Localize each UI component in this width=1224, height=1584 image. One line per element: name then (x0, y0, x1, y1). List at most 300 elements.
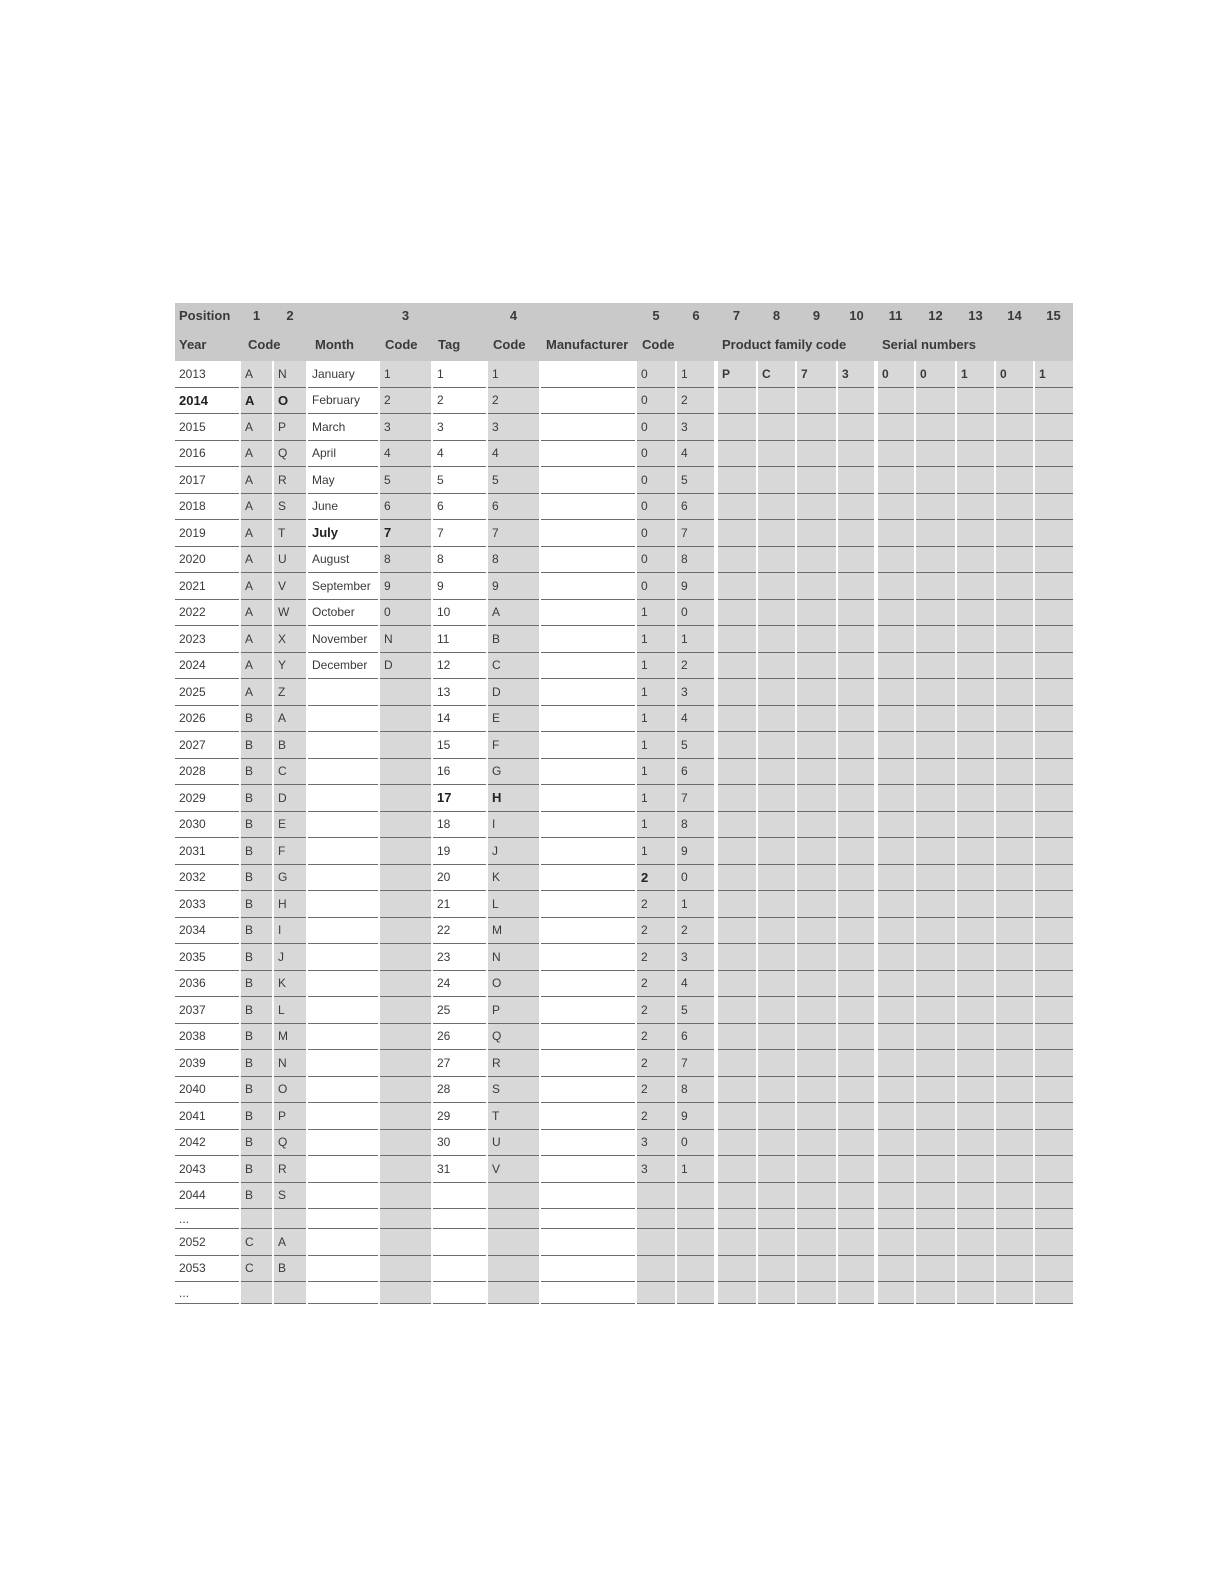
year-code-1-cell: A (240, 361, 273, 387)
serial-14-cell (995, 599, 1034, 626)
serial-11-cell (876, 1182, 915, 1209)
table-row (175, 440, 1073, 467)
serial-13-cell (956, 864, 995, 891)
year-code-1-cell: A (240, 493, 273, 520)
serial-14-cell (995, 864, 1034, 891)
serial-11-cell (876, 626, 915, 653)
month-cell (307, 1023, 379, 1050)
mfr-code-5-cell: 0 (636, 387, 676, 414)
mfr-code-6-cell: 2 (676, 917, 716, 944)
month-cell (307, 838, 379, 865)
product-family-8-cell (757, 1129, 796, 1156)
product-family-8-cell (757, 1282, 796, 1304)
year-cell: 2019 (175, 520, 240, 547)
product-family-9-cell (796, 1076, 837, 1103)
tag-code-cell: I (487, 811, 540, 838)
manufacturer-cell (540, 758, 636, 785)
tag-cell: 4 (432, 440, 487, 467)
year-cell: 2044 (175, 1182, 240, 1209)
mfr-code-5-cell: 3 (636, 1156, 676, 1183)
year-cell: 2030 (175, 811, 240, 838)
manufacturer-cell (540, 997, 636, 1024)
month-cell: January (307, 361, 379, 387)
product-family-7-cell (716, 917, 757, 944)
product-family-7-cell (716, 1023, 757, 1050)
product-family-10-cell (837, 758, 876, 785)
month-header: Month (307, 327, 379, 361)
product-family-9-cell: 7 (796, 361, 837, 387)
month-cell: May (307, 467, 379, 494)
mfr-code-5-cell: 1 (636, 626, 676, 653)
manufacturer-cell (540, 1209, 636, 1229)
mfr-code-5-cell (636, 1209, 676, 1229)
year-code-1-cell (240, 1209, 273, 1229)
year-code-1-cell: A (240, 414, 273, 441)
manufacturer-cell (540, 546, 636, 573)
serial-12-cell (915, 1255, 956, 1282)
year-cell: 2040 (175, 1076, 240, 1103)
product-family-7-cell (716, 626, 757, 653)
serial-15-cell (1034, 520, 1073, 547)
serial-11-cell (876, 679, 915, 706)
month-code-cell (379, 1023, 432, 1050)
tag-cell: 13 (432, 679, 487, 706)
table-row (175, 891, 1073, 918)
table-row (175, 997, 1073, 1024)
year-code-2-cell: A (273, 1229, 307, 1256)
serial-14-cell (995, 785, 1034, 812)
product-family-10-cell (837, 626, 876, 653)
serial-13-cell (956, 414, 995, 441)
mfr-code-6-cell: 3 (676, 414, 716, 441)
year-code-2-cell: F (273, 838, 307, 865)
serial-13-cell (956, 1209, 995, 1229)
position-7: 7 (716, 303, 757, 327)
product-family-9-cell (796, 1229, 837, 1256)
year-code-2-cell: Y (273, 652, 307, 679)
mfr-code-5-cell: 2 (636, 1103, 676, 1130)
tag-code-cell: U (487, 1129, 540, 1156)
product-family-10-cell (837, 679, 876, 706)
month-code-cell: 5 (379, 467, 432, 494)
month-cell (307, 1103, 379, 1130)
serial-12-cell (915, 1076, 956, 1103)
mfr-code-5-cell: 1 (636, 838, 676, 865)
mfr-code-6-cell: 7 (676, 785, 716, 812)
year-code-2-cell: I (273, 917, 307, 944)
serial-13-cell (956, 1050, 995, 1077)
product-family-7-cell (716, 891, 757, 918)
serial-13-cell (956, 652, 995, 679)
mfr-code-6-cell: 3 (676, 679, 716, 706)
tag-code-cell: H (487, 785, 540, 812)
serial-15-cell (1034, 1209, 1073, 1229)
month-cell: December (307, 652, 379, 679)
product-family-10-cell (837, 573, 876, 600)
tag-cell: 10 (432, 599, 487, 626)
mfr-code-6-cell: 6 (676, 758, 716, 785)
mfr-code-6-cell: 5 (676, 997, 716, 1024)
serial-15-cell (1034, 1023, 1073, 1050)
product-family-10-cell (837, 785, 876, 812)
year-cell: 2023 (175, 626, 240, 653)
mfr-code-5-cell: 0 (636, 361, 676, 387)
product-family-9-cell (796, 1282, 837, 1304)
product-family-10-cell (837, 1182, 876, 1209)
year-code-2-cell (273, 1282, 307, 1304)
table-row (175, 1156, 1073, 1183)
serial-12-cell (915, 1182, 956, 1209)
serial-14-cell (995, 652, 1034, 679)
serial-11-cell (876, 546, 915, 573)
mfr-code-5-cell: 2 (636, 1076, 676, 1103)
tag-code-cell: P (487, 997, 540, 1024)
tag-cell (432, 1229, 487, 1256)
month-cell (307, 1129, 379, 1156)
product-family-7-cell (716, 1229, 757, 1256)
product-family-7-cell (716, 440, 757, 467)
tag-cell (432, 1255, 487, 1282)
product-family-10-cell (837, 493, 876, 520)
product-family-7-cell (716, 1182, 757, 1209)
mfr-code-6-cell: 5 (676, 732, 716, 759)
table-row (175, 599, 1073, 626)
mfr-code-6-cell: 9 (676, 1103, 716, 1130)
mfr-code-6-cell: 4 (676, 440, 716, 467)
serial-13-cell (956, 944, 995, 971)
product-family-10-cell (837, 1255, 876, 1282)
product-family-8-cell (757, 679, 796, 706)
product-family-7-cell (716, 1282, 757, 1304)
mfr-code-6-cell (676, 1255, 716, 1282)
mfr-code-5-cell: 1 (636, 785, 676, 812)
year-cell: 2036 (175, 970, 240, 997)
year-code-1-cell: B (240, 917, 273, 944)
year-cell: 2042 (175, 1129, 240, 1156)
position-10: 10 (837, 303, 876, 327)
month-code-cell: 1 (379, 361, 432, 387)
tag-code-cell (487, 1255, 540, 1282)
serial-15-cell: 1 (1034, 361, 1073, 387)
product-family-9-cell (796, 546, 837, 573)
mfr-code-5-cell (636, 1255, 676, 1282)
product-family-8-cell (757, 440, 796, 467)
product-family-10-cell (837, 467, 876, 494)
product-family-9-cell (796, 1050, 837, 1077)
month-cell (307, 732, 379, 759)
serial-11-cell (876, 1129, 915, 1156)
year-code-2-cell: S (273, 1182, 307, 1209)
mfr-code-5-cell: 2 (636, 1050, 676, 1077)
mfr-code-6-cell (676, 1282, 716, 1304)
year-code-1-cell: A (240, 546, 273, 573)
product-family-10-cell (837, 811, 876, 838)
serial-14-cell (995, 467, 1034, 494)
product-family-10-cell (837, 1209, 876, 1229)
product-family-10-cell (837, 997, 876, 1024)
mfr-code-5-cell: 0 (636, 546, 676, 573)
year-cell: 2021 (175, 573, 240, 600)
serial-11-cell (876, 1023, 915, 1050)
month-cell (307, 864, 379, 891)
table-row (175, 1076, 1073, 1103)
tag-code-cell: L (487, 891, 540, 918)
table-row (175, 1282, 1073, 1304)
year-code-1-cell: B (240, 811, 273, 838)
month-code-cell: 4 (379, 440, 432, 467)
month-code-cell (379, 758, 432, 785)
serial-14-cell (995, 679, 1034, 706)
product-family-9-cell (796, 1209, 837, 1229)
serial-14-cell (995, 1229, 1034, 1256)
product-family-10-cell (837, 891, 876, 918)
month-cell: March (307, 414, 379, 441)
year-cell: 2013 (175, 361, 240, 387)
tag-cell (432, 1182, 487, 1209)
position-4: 4 (487, 303, 540, 327)
serial-12-cell (915, 944, 956, 971)
serial-15-cell (1034, 997, 1073, 1024)
serial-14-cell (995, 1023, 1034, 1050)
mfr-code-6-cell (676, 1229, 716, 1256)
serial-14-cell (995, 1282, 1034, 1304)
month-cell: September (307, 573, 379, 600)
serial-11-cell (876, 520, 915, 547)
position-1: 1 (240, 303, 273, 327)
year-code-1-cell: B (240, 997, 273, 1024)
serial-14-cell (995, 493, 1034, 520)
serial-numbers-header: Serial numbers (876, 327, 1073, 361)
product-family-9-cell (796, 1103, 837, 1130)
product-family-10-cell (837, 652, 876, 679)
product-family-7-cell (716, 1076, 757, 1103)
product-family-9-cell (796, 970, 837, 997)
product-family-8-cell (757, 520, 796, 547)
serial-13-cell (956, 891, 995, 918)
mfr-code-6-cell: 8 (676, 1076, 716, 1103)
manufacturer-cell (540, 917, 636, 944)
product-family-9-cell (796, 387, 837, 414)
month-code-cell: 6 (379, 493, 432, 520)
serial-13-cell (956, 1282, 995, 1304)
position-12: 12 (915, 303, 956, 327)
product-family-7-cell (716, 758, 757, 785)
mfr-code-6-cell: 0 (676, 599, 716, 626)
tag-code-cell: 5 (487, 467, 540, 494)
tag-cell: 1 (432, 361, 487, 387)
serial-12-cell (915, 811, 956, 838)
product-family-8-cell: C (757, 361, 796, 387)
manufacturer-cell (540, 520, 636, 547)
serial-14-cell (995, 944, 1034, 971)
year-code-2-cell: J (273, 944, 307, 971)
product-family-10-cell (837, 1050, 876, 1077)
year-cell: 2016 (175, 440, 240, 467)
month-code-cell (379, 705, 432, 732)
serial-13-cell (956, 917, 995, 944)
month-code-cell (379, 1182, 432, 1209)
serial-11-cell (876, 573, 915, 600)
year-code-2-cell: S (273, 493, 307, 520)
serial-15-cell (1034, 467, 1073, 494)
year-code-1-cell: B (240, 891, 273, 918)
position-6: 6 (676, 303, 716, 327)
month-code-cell: D (379, 652, 432, 679)
month-code-cell (379, 732, 432, 759)
year-code-2-cell: W (273, 599, 307, 626)
serial-14-cell (995, 891, 1034, 918)
year-code-1-cell: B (240, 1156, 273, 1183)
year-code-2-cell: O (273, 1076, 307, 1103)
month-code-cell: 9 (379, 573, 432, 600)
serial-12-cell (915, 864, 956, 891)
product-family-10-cell (837, 440, 876, 467)
product-family-8-cell (757, 1103, 796, 1130)
tag-cell: 21 (432, 891, 487, 918)
product-family-10-cell (837, 1076, 876, 1103)
year-cell: ... (175, 1282, 240, 1304)
month-code-cell (379, 944, 432, 971)
manufacturer-cell (540, 679, 636, 706)
tag-cell: 17 (432, 785, 487, 812)
product-family-10-cell (837, 864, 876, 891)
mfr-code-5-cell: 2 (636, 970, 676, 997)
mfr-code-5-cell: 2 (636, 864, 676, 891)
product-family-7-cell (716, 1255, 757, 1282)
year-code-1-cell: B (240, 1182, 273, 1209)
serial-14-cell (995, 838, 1034, 865)
table-row (175, 1209, 1073, 1229)
serial-15-cell (1034, 917, 1073, 944)
product-family-8-cell (757, 1209, 796, 1229)
tag-code-cell: F (487, 732, 540, 759)
product-family-10-cell (837, 732, 876, 759)
product-family-9-cell (796, 758, 837, 785)
year-cell: ... (175, 1209, 240, 1229)
serial-15-cell (1034, 785, 1073, 812)
year-code-2-cell: Q (273, 440, 307, 467)
product-family-7-cell (716, 546, 757, 573)
position-13: 13 (956, 303, 995, 327)
manufacturer-cell (540, 1282, 636, 1304)
year-code-2-cell: R (273, 1156, 307, 1183)
mfr-code-5-cell (636, 1282, 676, 1304)
tag-code-cell: E (487, 705, 540, 732)
serial-12-cell (915, 917, 956, 944)
product-family-8-cell (757, 599, 796, 626)
year-code-2-cell: P (273, 414, 307, 441)
year-code-2-cell: U (273, 546, 307, 573)
mfr-code-5-cell: 1 (636, 705, 676, 732)
tag-cell: 5 (432, 467, 487, 494)
serial-14-cell: 0 (995, 361, 1034, 387)
month-code-cell (379, 864, 432, 891)
product-family-7-cell (716, 387, 757, 414)
product-family-7-cell (716, 732, 757, 759)
month-cell: October (307, 599, 379, 626)
year-header: Year (175, 327, 240, 361)
serial-12-cell (915, 1103, 956, 1130)
year-code-2-cell: G (273, 864, 307, 891)
tag-cell: 15 (432, 732, 487, 759)
month-code-cell: 3 (379, 414, 432, 441)
month-code-cell (379, 1156, 432, 1183)
month-cell (307, 1156, 379, 1183)
tag-cell: 14 (432, 705, 487, 732)
year-cell: 2043 (175, 1156, 240, 1183)
serial-12-cell (915, 997, 956, 1024)
mfr-code-5-cell: 1 (636, 811, 676, 838)
tag-cell: 2 (432, 387, 487, 414)
serial-13-cell (956, 811, 995, 838)
year-code-2-cell: V (273, 573, 307, 600)
year-code-2-cell: A (273, 705, 307, 732)
manufacturer-code-header: Code (636, 327, 716, 361)
serial-13-cell (956, 1129, 995, 1156)
serial-13-cell: 1 (956, 361, 995, 387)
serial-11-cell (876, 1076, 915, 1103)
serial-14-cell (995, 758, 1034, 785)
product-family-10-cell (837, 1229, 876, 1256)
manufacturer-cell (540, 652, 636, 679)
tag-cell: 22 (432, 917, 487, 944)
tag-code-cell: A (487, 599, 540, 626)
year-code-2-cell: K (273, 970, 307, 997)
month-cell (307, 1229, 379, 1256)
table-row (175, 970, 1073, 997)
table-row (175, 361, 1073, 387)
product-family-8-cell (757, 917, 796, 944)
serial-15-cell (1034, 1050, 1073, 1077)
year-code-1-cell: A (240, 520, 273, 547)
manufacturer-cell (540, 467, 636, 494)
year-code-1-cell: B (240, 1103, 273, 1130)
serial-15-cell (1034, 1255, 1073, 1282)
product-family-7-cell (716, 493, 757, 520)
mfr-code-6-cell: 7 (676, 520, 716, 547)
month-code-cell (379, 838, 432, 865)
year-cell: 2017 (175, 467, 240, 494)
product-family-10-cell: 3 (837, 361, 876, 387)
serial-11-cell (876, 838, 915, 865)
month-cell (307, 705, 379, 732)
manufacturer-cell (540, 1182, 636, 1209)
product-family-8-cell (757, 1050, 796, 1077)
manufacturer-cell (540, 1103, 636, 1130)
serial-11-cell (876, 811, 915, 838)
manufacturer-cell (540, 1229, 636, 1256)
month-cell (307, 1050, 379, 1077)
tag-cell: 29 (432, 1103, 487, 1130)
table-row (175, 493, 1073, 520)
serial-11-cell (876, 997, 915, 1024)
product-family-7-cell (716, 414, 757, 441)
serial-11-cell (876, 1103, 915, 1130)
year-code-1-cell: A (240, 599, 273, 626)
year-code-2-cell: O (273, 387, 307, 414)
year-code-1-cell: B (240, 864, 273, 891)
serial-14-cell (995, 1050, 1034, 1077)
year-cell: 2037 (175, 997, 240, 1024)
product-family-9-cell (796, 917, 837, 944)
product-family-9-cell (796, 1023, 837, 1050)
year-cell: 2041 (175, 1103, 240, 1130)
year-code-2-cell: N (273, 1050, 307, 1077)
tag-code-cell: Q (487, 1023, 540, 1050)
month-cell (307, 944, 379, 971)
table-row (175, 1229, 1073, 1256)
serial-12-cell (915, 1023, 956, 1050)
